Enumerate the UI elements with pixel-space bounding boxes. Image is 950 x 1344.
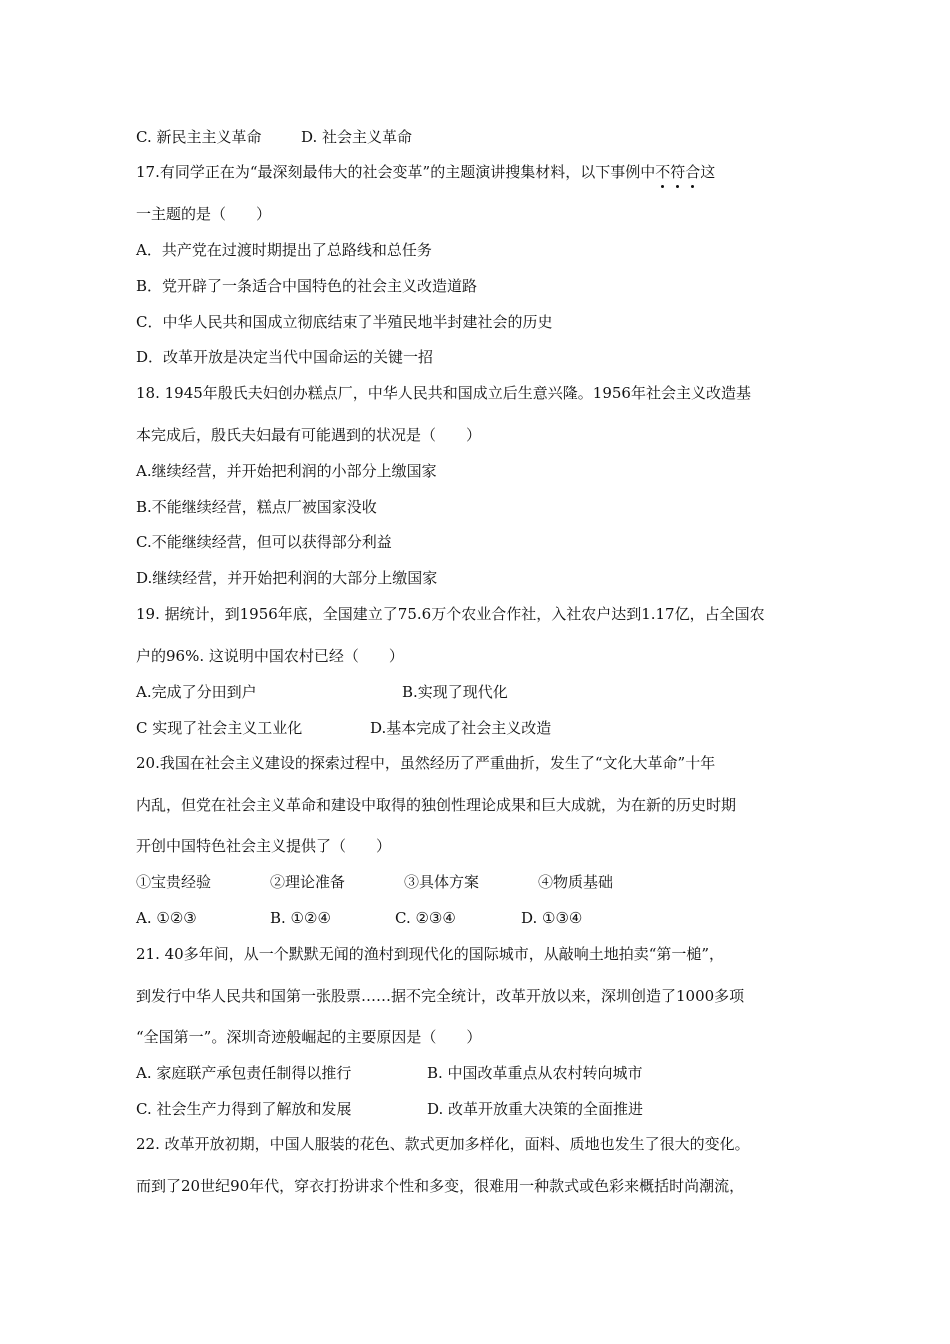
q17-text-after: 这 bbox=[700, 163, 716, 181]
q17-option-a: A．共产党在过渡时期提出了总路线和总任务 bbox=[136, 241, 432, 259]
q22-stem-line-2: 而到了20世纪90年代，穿衣打扮讲求个性和多变，很难用一种款式或色彩来概括时尚潮流， bbox=[136, 1177, 745, 1195]
option-text: D. ①③④ bbox=[521, 909, 583, 927]
item-text: ③具体方案 bbox=[404, 873, 480, 891]
option-text: D.基本完成了社会主义改造 bbox=[370, 719, 552, 737]
q22-stem-line-1: 22. 改革开放初期，中国人服装的花色、款式更加多样化，面料、质地也发生了很大的变化。 bbox=[136, 1135, 750, 1153]
q18-stem-line-2: 本完成后，殷氏夫妇最有可能遇到的状况是（ ） bbox=[136, 426, 482, 444]
q20-stem-line-1: 20.我国在社会主义建设的探索过程中，虽然经历了严重曲折，发生了“文化大革命”十年 bbox=[136, 754, 716, 772]
emphasis-char: 符 bbox=[670, 163, 686, 181]
emphasis-char: 合 bbox=[685, 163, 701, 181]
q21-stem-line-1: 21. 40多年间，从一个默默无闻的渔村到现代化的国际城市，从敲响土地拍卖“第一槌”， bbox=[136, 945, 725, 963]
option-text: B.实现了现代化 bbox=[402, 683, 508, 701]
option-text: A.完成了分田到户 bbox=[136, 683, 257, 701]
q19-stem-line-2: 户的96%. 这说明中国农村已经（ ） bbox=[136, 647, 404, 665]
option-text: C. 新民主主义革命 bbox=[136, 128, 262, 146]
option-text: D. 改革开放重大决策的全面推进 bbox=[427, 1100, 644, 1118]
item-text: ④物质基础 bbox=[538, 873, 614, 891]
option-text: C. ②③④ bbox=[395, 909, 456, 927]
q17-option-c: C．中华人民共和国成立彻底结束了半殖民地半封建社会的历史 bbox=[136, 313, 553, 331]
q18-option-c: C.不能继续经营，但可以获得部分利益 bbox=[136, 533, 392, 551]
emphasis-char: 不 bbox=[655, 163, 671, 181]
q18-stem-line-1: 18. 1945年殷氏夫妇创办糕点厂，中华人民共和国成立后生意兴隆。1956年社会主义改造基 bbox=[136, 384, 751, 402]
q18-option-a: A.继续经营，并开始把利润的小部分上缴国家 bbox=[136, 462, 437, 480]
q20-stem-line-3: 开创中国特色社会主义提供了（ ） bbox=[136, 837, 392, 855]
option-text: C 实现了社会主义工业化 bbox=[136, 719, 303, 737]
q18-option-b: B.不能继续经营，糕点厂被国家没收 bbox=[136, 498, 377, 516]
q19-stem-line-1: 19. 据统计，到1956年底，全国建立了75.6万个农业合作社，入社农户达到1.17亿，占全国农 bbox=[136, 605, 765, 623]
q21-stem-line-2: 到发行中华人民共和国第一张股票……据不完全统计，改革开放以来，深圳创造了1000多项 bbox=[136, 987, 745, 1005]
item-text: ①宝贵经验 bbox=[136, 873, 212, 891]
q17-stem-line-2: 一主题的是（ ） bbox=[136, 205, 272, 223]
q21-stem-line-3: “全国第一”。深圳奇迹般崛起的主要原因是（ ） bbox=[136, 1028, 482, 1046]
option-text: B. 中国改革重点从农村转向城市 bbox=[427, 1064, 643, 1082]
q18-option-d: D.继续经营，并开始把利润的大部分上缴国家 bbox=[136, 569, 438, 587]
option-text: C. 社会生产力得到了解放和发展 bbox=[136, 1100, 352, 1118]
q17-stem-line-1 bbox=[136, 162, 715, 182]
q17-text-before: 17.有同学正在为“最深刻最伟大的社会变革”的主题演讲搜集材料，以下事例中 bbox=[136, 163, 656, 181]
q20-stem-line-2: 内乱，但党在社会主义革命和建设中取得的独创性理论成果和巨大成就，为在新的历史时期 bbox=[136, 796, 737, 814]
option-text: A. 家庭联产承包责任制得以推行 bbox=[136, 1064, 352, 1082]
option-text: B. ①②④ bbox=[270, 909, 331, 927]
q17-option-d: D．改革开放是决定当代中国命运的关键一招 bbox=[136, 348, 434, 366]
option-text: A. ①②③ bbox=[136, 909, 197, 927]
option-text: D. 社会主义革命 bbox=[301, 128, 413, 146]
item-text: ②理论准备 bbox=[270, 873, 346, 891]
q17-option-b: B．党开辟了一条适合中国特色的社会主义改造道路 bbox=[136, 277, 478, 295]
